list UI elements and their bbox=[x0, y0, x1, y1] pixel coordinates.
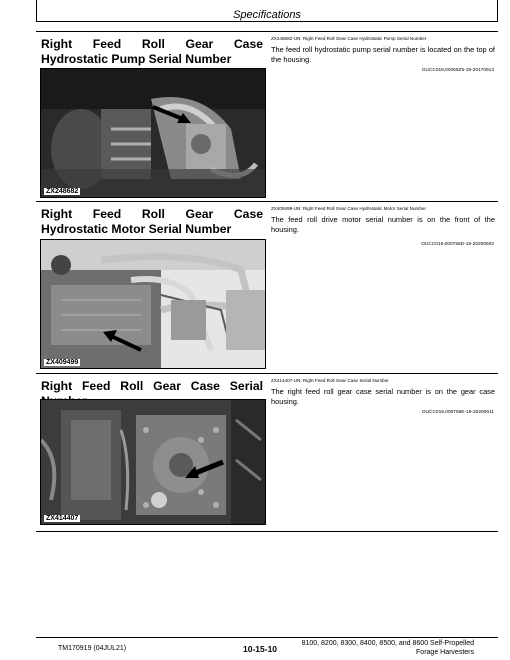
photo-id: ZX248682 bbox=[46, 188, 79, 195]
doc-code: OUCC019,000756E-19-20200611 bbox=[421, 410, 494, 415]
figure-reference: ZX248682-UN: Right Feed Roll Gear Case Hydrostatic Pump Serial Number bbox=[271, 36, 427, 41]
footer-model-line1: 8100, 8200, 8300, 8400, 8500, and 8600 Self-Propelled bbox=[301, 640, 474, 647]
doc-code: OUCC019,000756D-19-20200602 bbox=[421, 242, 494, 247]
section-body: The feed roll drive motor serial number is on the front of the housing. bbox=[271, 215, 495, 234]
section-title: Right Feed Roll Gear Case Serial bbox=[41, 379, 263, 393]
footer-model bbox=[274, 639, 474, 657]
section-title: Right Feed Roll Gear Case Hydrostatic Motor Serial Number bbox=[41, 207, 263, 236]
photo-id: ZX409499 bbox=[46, 359, 79, 366]
footer-divider bbox=[36, 637, 498, 638]
section-motor-serial bbox=[36, 201, 498, 373]
figure-reference: ZX409499-UN: Right Feed Roll Gear Case Hydrostatic Motor Serial Number bbox=[271, 206, 426, 211]
section-divider bbox=[36, 531, 498, 532]
footer-model-line2: Forage Harvesters bbox=[416, 649, 474, 656]
figure-reference: ZX414407-UN: Right Feed Roll Gear Case Serial Number bbox=[271, 378, 389, 383]
footer-page-number: 10-15-10 bbox=[243, 644, 278, 654]
section-body: The right feed roll gear case serial number is on the gear case housing. bbox=[271, 387, 495, 406]
section-pump-serial bbox=[36, 31, 498, 201]
motor-photo bbox=[40, 239, 266, 369]
section-title: Right Feed Roll Gear Case Hydrostatic Pump Serial Number bbox=[41, 37, 263, 66]
footer-doc-id: TM170919 (04JUL21) bbox=[58, 645, 127, 652]
gear-case-photo bbox=[40, 399, 266, 525]
photo-id: ZX414407 bbox=[46, 515, 79, 522]
page-title: Specifications bbox=[233, 9, 301, 21]
pump-photo bbox=[40, 68, 266, 198]
section-body: The feed roll hydrostatic pump serial number is located on the top of the housing. bbox=[271, 45, 495, 64]
section-gear-case-serial bbox=[36, 373, 498, 531]
page-header bbox=[36, 0, 498, 22]
doc-code: OUCC019,00068Z5-19-20170913 bbox=[421, 68, 494, 73]
